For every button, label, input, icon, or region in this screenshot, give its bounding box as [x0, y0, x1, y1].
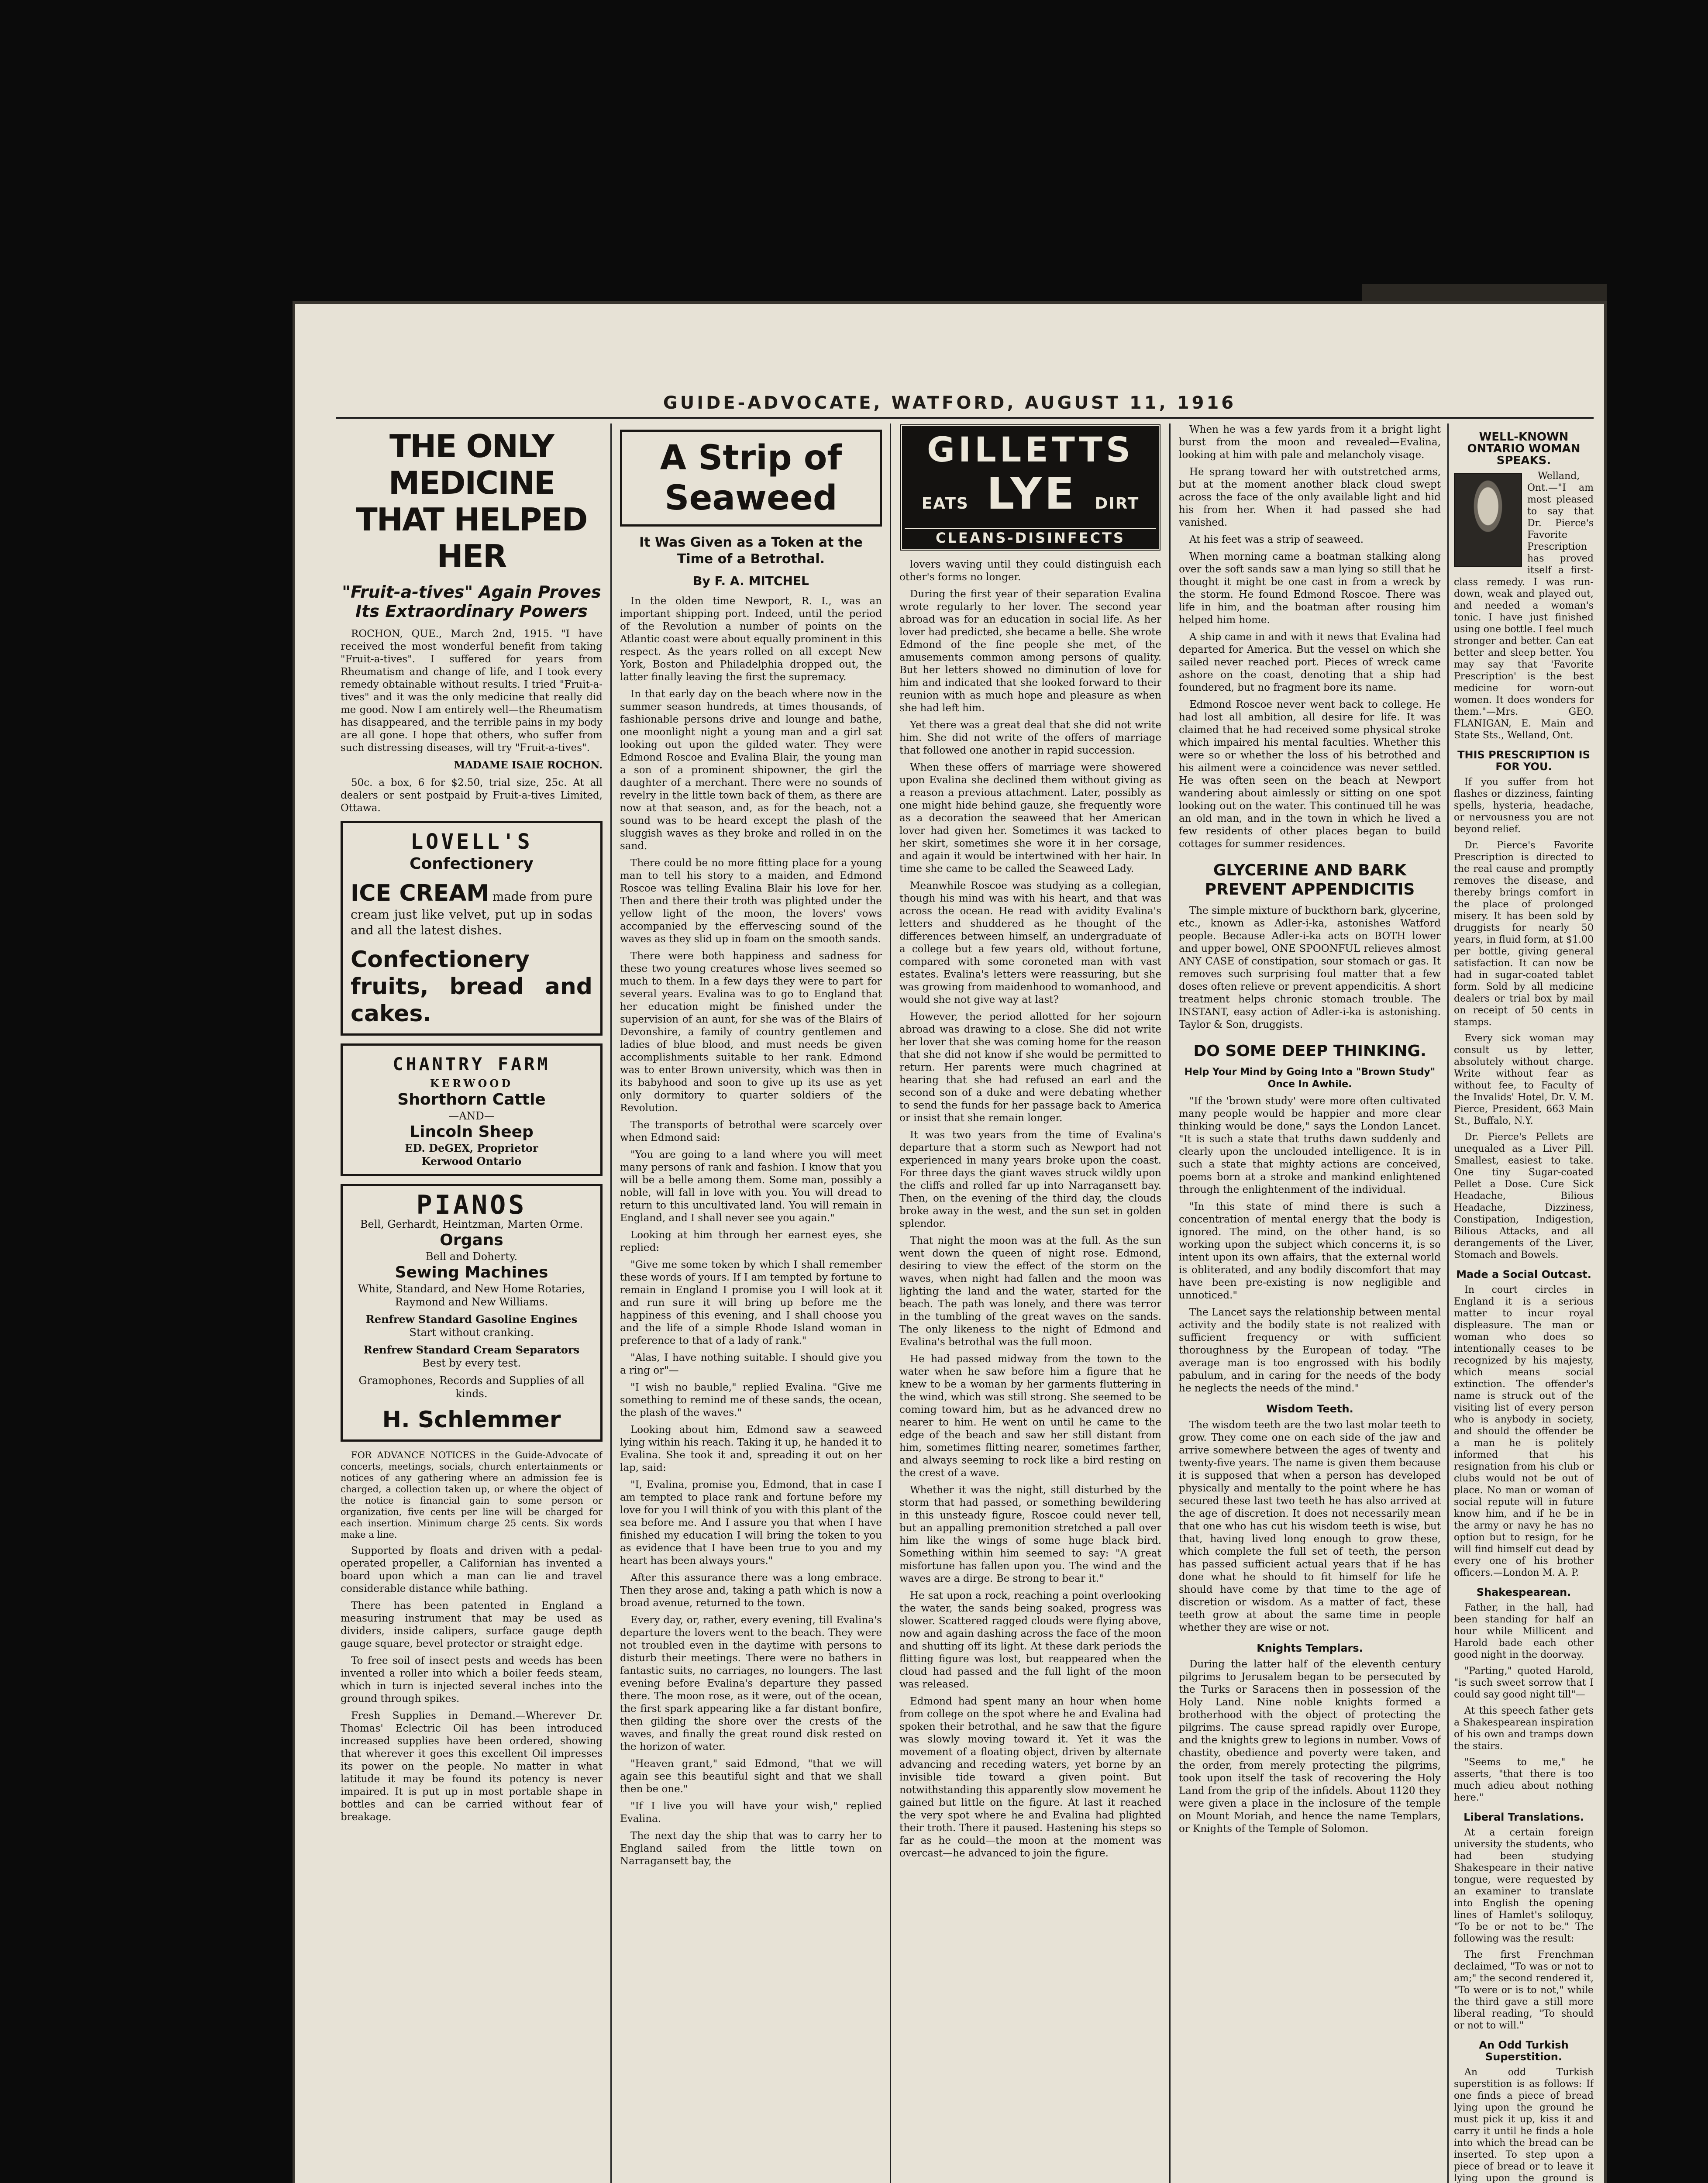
- deep-thinking-paragraph: "If the 'brown study' were more often cultivated many people would be happier and more clear thinking would be done," says the London Lancet. "It is such a state that truths dawn suddenly and clearly upon the unclouded intelligence. It is in such a state that mighty actions are conceived, poems born at a stroke and mankind enlightened through the enlightenment of the individual.: [1179, 1095, 1441, 1195]
- story-byline: By F. A. MITCHEL: [693, 574, 809, 588]
- glycerine-headline: GLYCERINE AND BARK PREVENT APPENDICITIS: [1205, 861, 1415, 899]
- engines-note: Start without cranking.: [409, 1326, 534, 1339]
- column-1: [341, 424, 603, 2183]
- story-paragraph: However, the period allotted for her sojourn abroad was drawing to a close. She did not write her lover that she was coming home for the reason that she did not know if she would be permitted to return. Her parents were much chagrined at hearing that she had refused an earl and the second son of a duke and were debating whether to send the funds for her passage back to America or insist that she remain longer.: [899, 1011, 1161, 1124]
- glycerine-text: The simple mixture of buckthorn bark, glycerine, etc., known as Adler-i-ka, astonishes Watford people. Because Adler-i-ka acts on BOTH lower and upper bowel, ONE SPOONFUL relieves almost ANY CASE of constipation, sour stomach or gas. It removes such surprising foul matter that a few doses often relieve or prevent appendicitis. A short treatment helps chronic stomach trouble. The INSTANT, easy action of Adler-i-ka is astonishing. Taylor & Son, druggists.: [1179, 905, 1441, 1030]
- story-paragraph: Looking about him, Edmond saw a seaweed lying within his reach. Taking it up, he handed it to Evalina. She took it and, spreading it out on her lap, said:: [620, 1424, 882, 1474]
- story-paragraph: "I wish no bauble," replied Evalina. "Give me something to remind me of these sands, the ocean, the plash of the waves.": [620, 1382, 882, 1419]
- float-board-item: Supported by floats and driven with a pedal-operated propeller, a Californian has invented a board upon which a man can lie and travel considerable distance while bathing.: [341, 1545, 603, 1594]
- column-2: [620, 424, 882, 2183]
- story-paragraph: Meanwhile Roscoe was studying as a collegian, though his mind was with his heart, and that was across the ocean. He read with avidity Evalina's letters and shuddered as he thought of the differences between himself, an undergraduate of a college but a few years old, without fortune, compared with some coroneted man with vast estates. Evalina's letters were reassuring, but she was growing from maidenhood to womanhood, and would she not give way at last?: [899, 880, 1161, 1005]
- turkish-superstition-headline: An Odd Turkish Superstition.: [1479, 2039, 1569, 2063]
- chantry-and: —AND—: [448, 1110, 495, 1122]
- story-paragraph: Edmond Roscoe never went back to college. He had lost all ambition, all desire for life. It was claimed that he had received some physical stroke which impaired his mental faculties. Whether this were so or whether the loss of his betrothed and his ailment were a coincidence was never settled. He was often seen on the beach at Newport wandering about aimlessly or sitting on one spot looking out on the water. This continued till he was an old man, and in the town in which he lived a few residents of other places began to build cottages for summer residences.: [1179, 699, 1441, 850]
- story-paragraph: At his feet was a strip of seaweed.: [1189, 534, 1364, 545]
- deep-thinking-headline: DO SOME DEEP THINKING.: [1193, 1042, 1426, 1060]
- story-paragraph: The next day the ship that was to carry her to England sailed from the little town on Narragansett bay, the: [620, 1830, 882, 1867]
- gramophones-text: Gramophones, Records and Supplies of all kinds.: [358, 1374, 585, 1400]
- chantry-title: CHANTRY FARM: [393, 1054, 551, 1074]
- chantry-sheep: Lincoln Sheep: [410, 1123, 534, 1141]
- story-paragraph: "Give me some token by which I shall remember these words of yours. If I am tempted by fortune to remain in England I promise you I will look at it and run sure it will bring up before me the happiness of this evening, and I shall choose you and the life of a simple Rhode Island woman in preference to that of a lady of rank.": [620, 1259, 882, 1346]
- social-outcast-headline: Made a Social Outcast.: [1456, 1268, 1591, 1281]
- sewing-makers: White, Standard, and New Home Rotaries, Raymond and New Williams.: [358, 1283, 585, 1308]
- prescription-headline: THIS PRESCRIPTION IS FOR YOU.: [1457, 749, 1590, 773]
- column-3: [899, 424, 1161, 2183]
- translations-paragraph: The first Frenchman declaimed, "To was or not to am;" the second rendered it, "To were or is to not," while the third gave a still more liberal reading, "To should or not to will.": [1454, 1949, 1594, 2031]
- measuring-instrument-item: There has been patented in England a measuring instrument that may be used as dividers, inside calipers, surface gauge depth gauge square, bevel protector or straight edge.: [341, 1600, 603, 1649]
- pianos-title: PIANOS: [416, 1190, 527, 1220]
- prescription-paragraph: Every sick woman may consult us by letter, absolutely without charge. Write without fear as without fee, to Faculty of the Invalids' Hotel, Dr. V. M. Pierce, President, 663 Main St., Buffalo, N.Y.: [1454, 1033, 1594, 1126]
- story-paragraph: Edmond had spent many an hour when home from college on the spot where he and Evalina had spoken their betrothal, and he saw that the figure was slowly moving toward it. Yet it was the movement of a floating object, driven by alternate advancing and receding waters, yet borne by an invisible tide toward a given point. But notwithstanding this apparently slow movement he gained but little on the figure. At last it reached the very spot where he and Evalina had plighted their troth. There it paused. Hastening his steps so far as he could—the moon at the moment was overcast—he advanced to join the figure.: [899, 1696, 1161, 1859]
- fruitatives-headline: THE ONLY MEDICINE THAT HELPED HER: [356, 428, 587, 575]
- fruitatives-signature: MADAME ISAIE ROCHON.: [454, 759, 603, 771]
- story-paragraph: "If I live you will have your wish," replied Evalina.: [620, 1801, 882, 1825]
- lovell-ad: [341, 821, 603, 1036]
- story-paragraph: When he was a few yards from it a bright light burst from the moon and revealed—Evalina, looking at him with pale and melancholy visage.: [1179, 424, 1441, 461]
- wisdom-teeth-text: The wisdom teeth are the two last molar teeth to grow. They come one on each side of the jaw and arrive somewhere between the ages of twenty and twenty-five years. The name is given them because it is supposed that when a person has developed physically and mentally to the point where he has secured these last two teeth he has also arrived at the age of discretion. It does not necessarily mean that one who has cut his wisdom teeth is wise, but that, having lived long enough to grow these, which complete the full set of teeth, the person has passed sufficient actual years that if he has done what he should to fit himself for life he should have come by that time to the age of discretion or wisdom. As a matter of fact, these teeth grow at about the same time in people whether they are wise or not.: [1179, 1419, 1441, 1633]
- story-paragraph: "Heaven grant," said Edmond, "that we will again see this beautiful sight and that we shall then be one.": [620, 1758, 882, 1795]
- translations-headline: Liberal Translations.: [1464, 1811, 1584, 1823]
- story-paragraph: After this assurance there was a long embrace. Then they arose and, taking a path which is now a broad avenue, returned to the town.: [620, 1572, 882, 1609]
- prescription-paragraph: If you suffer from hot flashes or dizziness, fainting spells, hysteria, headache, or nervousness you are not beyond relief.: [1454, 777, 1594, 835]
- story-paragraph: lovers waving until they could distinguish each other's forms no longer.: [899, 559, 1161, 583]
- story-paragraph: He had passed midway from the town to the water when he saw before him a figure that he knew to be a woman by her garments fluttering in the wind, which was still strong. She seemed to be coming toward him, but as he advanced drew no nearer to him. He went on until he came to the edge of the beach and saw her still distant from him, sometimes flitting nearer, sometimes farther, and always seeming to rock like a bird resting on the crest of a wave.: [899, 1353, 1161, 1479]
- chantry-location: Kerwood Ontario: [421, 1155, 522, 1167]
- gilletts-lye-logo: [899, 424, 1161, 551]
- separators-note: Best by every test.: [422, 1357, 521, 1369]
- shakespearean-paragraph: "Seems to me," he asserts, "that there is too much adieu about nothing here.": [1454, 1757, 1594, 1803]
- lovell-sub: Confectionery: [410, 855, 534, 873]
- ontario-woman-headline: WELL-KNOWN ONTARIO WOMAN SPEAKS.: [1467, 430, 1581, 467]
- story-paragraph: "I, Evalina, promise you, Edmond, that in case I am tempted to place rank and fortune before my love for you I will think of you with this plant of the sea before me. And I assure you that when I have finished my education I will bring the token to you as evidence that I have been true to you and my heart has been always yours.": [620, 1479, 882, 1567]
- story-paragraph: It was two years from the time of Evalina's departure that a storm such as Newport had not experienced in many years broke upon the coast. For three days the giant waves struck wildly upon the cliffs and rolled far up into Narragansett bay. Then, on the evening of the third day, the clouds broke away in the west, and the sun set in golden splendor.: [899, 1129, 1161, 1229]
- deep-thinking-paragraph: The Lancet says the relationship between mental activity and the bodily state is not realized with sufficient frequency or with sufficient thoroughness by the European of today. "The average man is too engrossed with his bodily pabulum, and in caring for the needs of the body he neglects the needs of the mind.": [1179, 1307, 1441, 1394]
- fruitatives-text: ROCHON, QUE., March 2nd, 1915. "I have received the most wonderful benefit from taking "Fruit-a-tives". I suffered for years from Rheumatism and change of life, and I took every remedy obtainable without results. I tried "Fruit-a-tives" and it was the only medicine that really did me good. Now I am entirely well—the Rheumatism has disappeared, and the terrible pains in my body are all gone. I hope that others, who suffer from such distressing diseases, will try "Fruit-a-tives".: [341, 628, 603, 754]
- column-rule: [1447, 424, 1449, 2183]
- knights-templars-headline: Knights Templars.: [1257, 1642, 1363, 1654]
- story-paragraph: Whether it was the night, still disturbed by the storm that had passed, or something bewildering in this unsteady figure, Roscoe could never tell, but an appalling premonition stretched a pall over him like the wings of some huge black bird. Something within him seemed to say: "A great misfortune has fallen upon you. The wind and the waves are a dirge. Be strong to bear it.": [899, 1484, 1161, 1584]
- organs-makers: Bell and Doherty.: [425, 1250, 518, 1263]
- story-paragraph: In the olden time Newport, R. I., was an important shipping port. Indeed, until the period of the Revolution a number of points on the Atlantic coast were about equally prominent in this respect. As the years rolled on all except New York, Boston and Philadelphia dropped out, the latter finally leaving the first the supremacy.: [620, 596, 882, 683]
- translations-paragraph: At a certain foreign university the students, who had been studying Shakespeare in their native tongue, were requested by an examiner to translate into English the opening lines of Hamlet's soliloquy, "To be or not to be." The following was the result:: [1454, 1827, 1594, 1944]
- column-4: [1179, 424, 1441, 2183]
- story-paragraph: When morning came a boatman stalking along over the soft sands saw a man lying so still that he thought it might be one cast in from a wreck by the storm. He found Edmond Roscoe. There was life in him, and the boatman after rousing him helped him home.: [1179, 551, 1441, 626]
- advance-notice: FOR ADVANCE NOTICES in the Guide-Advocate of concerts, meetings, socials, church entertainments or notices of any gathering where an admission fee is charged, a collection taken up, or where the object of the notice is financial gain to some person or organization, five cents per line will be charged for each insertion. Minimum charge 25 cents. Six words make a line.: [341, 1450, 603, 1540]
- shakespearean-paragraph: "Parting," quoted Harold, "is such sweet sorrow that I could say good night till"—: [1454, 1666, 1594, 1700]
- story-paragraph: "You are going to a land where you will meet many persons of rank and fashion. I know that you will be a belle among them. Some man, possibly a noble, will fall in love with you. You will dread to return to this uncultivated land. You will remain in England, and I shall never see you again.": [620, 1149, 882, 1224]
- fruitatives-subhead: "Fruit-a-tives" Again Proves Its Extraordinary Powers: [342, 582, 601, 621]
- prescription-paragraph: Dr. Pierce's Pellets are unequaled as a Liver Pill. Smallest, easiest to take. One tiny Sugar-coated Pellet a Dose. Cure Sick Headache, Bilious Headache, Dizziness, Constipation, Indigestion, Bilious Attacks, and all derangements of the Liver, Stomach and Bowels.: [1454, 1132, 1594, 1260]
- lovell-ice-text: made from pure cream just like velvet, put up in sodas and all the latest dishes.: [351, 889, 592, 937]
- story-paragraph: He sat upon a rock, reaching a point overlooking the water, the sands being soaked, progress was slower. Scattered ragged clouds were flying above, now and again dashing across the face of the moon and shutting off its light. At these dark periods the flitting figure was lost, but reappeared when the cloud had passed and the full light of the moon was released.: [899, 1590, 1161, 1690]
- social-outcast-text: In court circles in England it is a serious matter to incur royal displeasure. The man or woman who does so intentionally ceases to be recognized by his majesty, which means social extinction. The offender's name is struck out of the visiting list of every person who is anybody in society, and should the offender be a man he is politely informed that his resignation from his club or clubs would not be out of place. No man or woman of social repute will in future know him, and if he be in the army or navy he has no option but to resign, for he will find himself cut dead by every one of his brother officers.—London M. A. P.: [1454, 1284, 1594, 1578]
- story-paragraph: Every day, or, rather, every evening, till Evalina's departure the lovers went to the beach. They were not troubled even in the daytime with persons to disturb their meetings. There were no bathers in fantastic suits, no carriages, no loungers. The last evening before Evalina's departure they passed there. The moon rose, as it were, out of the ocean, the first spark appearing like a far distant bonfire, then gilding the shore over the crests of the waves, and finally the great round disk rested on the horizon of water.: [620, 1615, 882, 1753]
- story-paragraph: "Alas, I have nothing suitable. I should give you a ring or"—: [620, 1352, 882, 1376]
- schlemmer-name: H. Schlemmer: [382, 1407, 561, 1433]
- pianos-makers: Bell, Gerhardt, Heintzman, Marten Orme.: [360, 1218, 583, 1230]
- soil-roller-item: To free soil of insect pests and weeds has been invented a roller into which a boiler feeds steam, which in turn is injected several inches into the ground through spikes.: [341, 1655, 603, 1704]
- logo-tagline: CLEANS-DISINFECTS: [905, 528, 1156, 544]
- newspaper-page: [293, 301, 1607, 2183]
- header-rule: [336, 417, 1594, 419]
- chantry-cattle: Shorthorn Cattle: [397, 1091, 546, 1109]
- column-5: [1454, 424, 1594, 2183]
- story-paragraph: There were both happiness and sadness for these two young creatures whose lives seemed so much to them. In a few days they were to part for several years. Evalina was to go to England that her education might be finished under the supervision of an aunt, for she was of the Blairs of Devonshire, a family of country gentlemen and ladies of blue blood, and must needs be given accomplishments suitable to her rank. Edmond was to enter Brown university, which was then in its babyhood and soon to give up its use as yet only dormitory to quarter soldiers of the Revolution.: [620, 950, 882, 1114]
- fruitatives-price: 50c. a box, 6 for $2.50, trial size, 25c. At all dealers or sent postpaid by Fruit-a-tives Limited, Ottawa.: [341, 777, 603, 814]
- sewing-title: Sewing Machines: [395, 1264, 548, 1281]
- turkish-superstition-text: An odd Turkish superstition is as follows: If one finds a piece of bread lying upon the ground he must pick it up, kiss it and carry it until he finds a hole into which the bread can be inserted. To step upon a piece of bread or to leave it lying upon the ground is: [1454, 2067, 1594, 2183]
- pianos-ad: [341, 1184, 603, 1442]
- story-title-box: [620, 430, 882, 527]
- shakespearean-paragraph: At this speech father gets a Shakespearean inspiration of his own and tramps down the stairs.: [1454, 1705, 1594, 1752]
- logo-lye: LYE: [986, 468, 1077, 519]
- story-paragraph: That night the moon was at the full. As the sun went down the queen of night rose. Edmond, desiring to view the effect of the storm on the waves, when night had fallen and the moon was lighting the land and the water, started for the beach. The path was lonely, and there was terror in the tumbling of the great waves on the sands. The only likeness to the night of Edmond and Evalina's betrothal was the full moon.: [899, 1235, 1161, 1348]
- separators-title: Renfrew Standard Cream Separators: [363, 1343, 580, 1356]
- story-subtitle: It Was Given as a Token at the Time of a Betrothal.: [639, 535, 863, 567]
- story-paragraph: In that early day on the beach where now in the summer season hundreds, at times thousands, of fashionable persons drive and lounge and bathe, one moonlight night a young man and a girl sat looking out upon the gilded water. They were Edmond Roscoe and Evalina Blair, the young man a son of a prominent shipowner, the girl the daughter of a merchant. There were no sounds of revelry in the little town back of them, as there are now at that season, and, as for the beach, not a sound was to be heard except the plash of the sluggish waves as they broke and rolled in on the sand.: [620, 689, 882, 852]
- story-paragraph: When these offers of marriage were showered upon Evalina she declined them without giving as a reason a previous attachment. Later, possibly as one might hide behind gauze, she frequently wore as a decoration the seaweed that her American lover had given her. Sometimes it was tacked to her skirt, sometimes she wore it in her corsage, and again it would be intertwined with her hair. In time she came to be called the Seaweed Lady.: [899, 762, 1161, 875]
- deep-thinking-paragraph: "In this state of mind there is such a concentration of mental energy that the body is ignored. The mind, on the other hand, is so working upon the subject which concerns it, is so intent upon its own affairs, that the external world is obliterated, and any bodily discomfort that may have been pre-existing is now negligible and unnoticed.": [1179, 1201, 1441, 1301]
- story-paragraph: During the first year of their separation Evalina wrote regularly to her lover. The second year abroad was for an education in social life. As her lover had predicted, she became a belle. She wrote Edmond of the fine people she met, of the amusements common among persons of quality. But her letters showed no diminution of love for him and indicated that she looked forward to their reunion with as much hope and pleasure as when she had left him.: [899, 589, 1161, 714]
- gilletts-name: GILLETTS: [926, 430, 1134, 470]
- page-header: GUIDE-ADVOCATE, WATFORD, AUGUST 11, 1916: [663, 393, 1236, 413]
- logo-eats: EATS: [921, 495, 969, 513]
- chantry-place: KERWOOD: [430, 1077, 513, 1090]
- lovell-confectionery: Confectionery fruits, bread and cakes.: [351, 947, 592, 1027]
- lovell-ice-cream: ICE CREAM: [351, 880, 489, 906]
- lovell-title: LOVELL'S: [410, 830, 533, 854]
- column-rule: [1169, 424, 1171, 2183]
- story-paragraph: He sprang toward her with outstretched arms, but at the moment another black cloud swept across the face of the only available light and hid his from her. When it had passed she had vanished.: [1179, 466, 1441, 528]
- chantry-owner: ED. DeGEX, Proprietor: [405, 1142, 538, 1154]
- story-paragraph: Yet there was a great deal that she did not write him. She did not write of the offers of marriage that followed one another in rapid succession.: [899, 720, 1161, 756]
- engines-title: Renfrew Standard Gasoline Engines: [365, 1313, 578, 1326]
- organs-title: Organs: [440, 1231, 503, 1249]
- logo-dirt: DIRT: [1095, 495, 1140, 513]
- story-title: A Strip of Seaweed: [660, 438, 842, 518]
- wisdom-teeth-headline: Wisdom Teeth.: [1266, 1403, 1353, 1415]
- ontario-woman-text: Welland, Ont.—"I am most pleased to say that Dr. Pierce's Favorite Prescription has proved itself a first-class remedy. I was run-down, weak and played out, and needed a woman's tonic. I have just finished using one bottle. I feel much stronger and better. Can eat better and sleep better. You may say that 'Favorite Prescription' is the best medicine for worn-out women. It does wonders for them."—Mrs. GEO. FLANIGAN, E. Main and State Sts., Welland, Ont.: [1454, 471, 1594, 741]
- story-paragraph: The transports of betrothal were scarcely over when Edmond said:: [620, 1119, 882, 1143]
- column-rule: [890, 424, 891, 2183]
- story-paragraph: A ship came in and with it news that Evalina had departed for America. But the vessel on which she sailed never reached port. Pieces of wreck came ashore on the coast, denoting that a ship had foundered, but no fragment bore its name.: [1179, 631, 1441, 693]
- deep-thinking-subhead: Help Your Mind by Going Into a "Brown Study" Once In Awhile.: [1184, 1067, 1436, 1090]
- chantry-farm-ad: [341, 1043, 603, 1176]
- shakespearean-headline: Shakespearean.: [1476, 1586, 1571, 1598]
- eclectric-oil-item: Fresh Supplies in Demand.—Wherever Dr. Thomas' Eclectric Oil has been introduced increased supplies have been ordered, showing that wherever it goes this excellent Oil impresses its power on the people. No matter in what latitude it may be found its potency is never impaired. It is put up in most portable shape in bottles and can be carried without fear of breakage.: [341, 1710, 603, 1823]
- shakespearean-paragraph: Father, in the hall, had been standing for half an hour while Millicent and Harold bade each other good night in the doorway.: [1454, 1602, 1594, 1660]
- knights-templars-text: During the latter half of the eleventh century pilgrims to Jerusalem began to be persecuted by the Turks or Saracens then in possession of the Holy Land. Nine noble knights formed a brotherhood with the object of protecting the pilgrims. The cause spread rapidly over Europe, and the knights grew to legions in number. Vows of chastity, obedience and poverty were taken, and the order, from merely protecting the pilgrims, took upon itself the task of recovering the Holy Land from the grip of the infidels. About 1120 they were given a place in the inclosure of the temple on Mount Moriah, and hence the name Templars, or Knights of the Temple of Solomon.: [1179, 1659, 1441, 1835]
- column-rule: [610, 424, 612, 2183]
- prescription-paragraph: Dr. Pierce's Favorite Prescription is directed to the real cause and promptly removes the disease, and thereby brings comfort in the place of prolonged misery. It has been sold by druggists for nearly 50 years, in fluid form, at $1.00 per bottle, giving general satisfaction. It can now be had in sugar-coated tablet form. Sold by all medicine dealers or trial box by mail on receipt of 50 cents in stamps.: [1454, 840, 1594, 1028]
- story-paragraph: Looking at him through her earnest eyes, she replied:: [620, 1229, 882, 1253]
- story-paragraph: There could be no more fitting place for a young man to tell his story to a maiden, and Edmond Roscoe was telling Evalina Blair his love for her. Then and there their troth was plighted under the yellow light of the moon, the lovers' vows accompanied by the effervescing sound of the waves as they slid up in foam on the smooth sands.: [620, 857, 882, 945]
- woman-portrait-image: [1454, 473, 1522, 567]
